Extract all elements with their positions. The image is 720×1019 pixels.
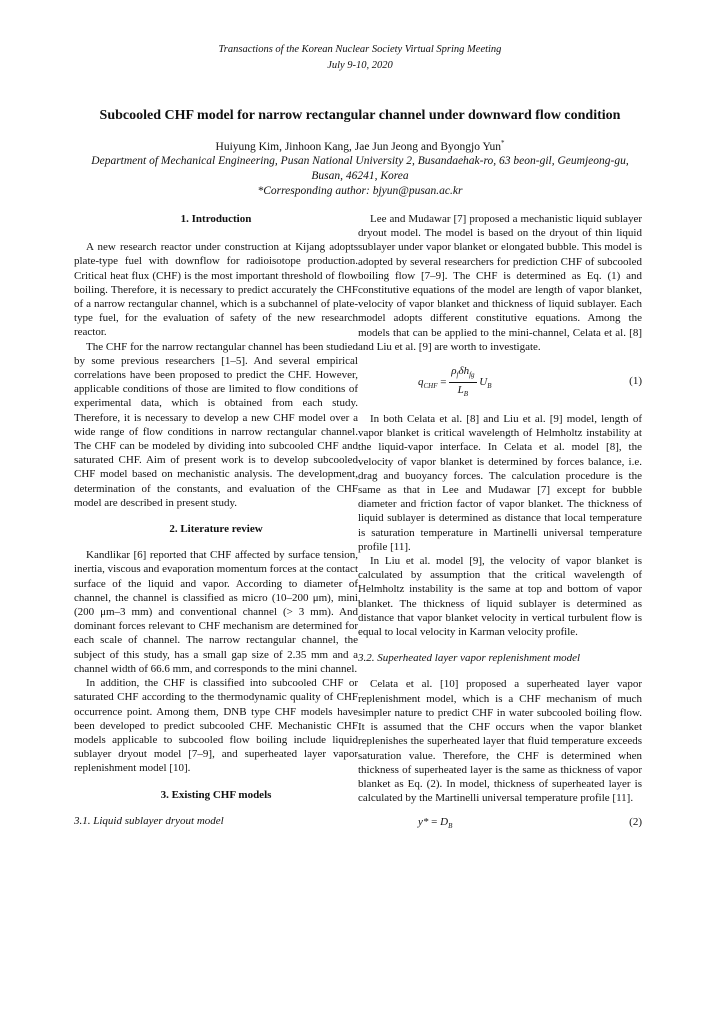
author-names: Huiyung Kim, Jinhoon Kang, Jae Jun Jeong and Byongjo Yun — [215, 140, 501, 153]
equation-1 — [358, 362, 642, 404]
eq2-lhs: y* — [418, 816, 429, 829]
eq1-equals: = — [440, 376, 447, 389]
literature-paragraph-1: Kandlikar [6] reported that CHF affected by surface tension, inertia, viscous and evaporation momentum forces at the contact surface of the liquid and vapor. According to diameter of channel, the channel is classified as micro (10–200 μm), mini (200 μm–3 mm) and conventional channel (> 3 mm). And dominant forces relevant to CHF mechanism are determined for each scale of channel. The narrow rectangular channel, the subject of this study, has a small gap size of 2.35 mm and a channel width of 66.6 mm, and corresponds to the mini channel. — [74, 549, 358, 675]
left-column — [74, 212, 358, 828]
authors — [0, 139, 720, 153]
section-heading-introduction: 1. Introduction — [180, 213, 252, 225]
literature-paragraph-2: In addition, the CHF is classified into subcooled CHF or saturated CHF according to the thermodynamic quality of CHF occurrence point. Among them, DNB type CHF models have been developed to predict subcooled CHF. Mechanistic CHF models applicable to subcooled flow boiling include liquid sublayer dryout model [7–9], and superheated layer vapor replenishment model [10]. — [74, 677, 358, 775]
eq2-rhs: $D_B$ — [440, 816, 453, 831]
journal-header: Transactions of the Korean Nuclear Society Virtual Spring Meeting — [218, 44, 502, 55]
eq1-velocity: $U_B$ — [479, 376, 492, 391]
eq1-number: (1) — [629, 375, 642, 388]
subsection-heading-3-2: 3.2. Superheated layer vapor replenishment model — [358, 652, 581, 665]
eq2-equals: = — [431, 816, 438, 829]
eq1-fraction: $\frac{\rho_f\delta h_{fg}}{L_B}$ — [451, 365, 475, 399]
right-column — [358, 212, 642, 837]
model-paragraph-1: Lee and Mudawar [7] proposed a mechanistic liquid sublayer dryout model. The model is based on the dryout of thin liquid sublayer under vapor blanket or elongated bubble. This model is adopted by several researchers for prediction CHF of subcooled boiling flow [7–9]. The CHF is determined as Eq. (1) and constitutive equations of the model are length of vapor blanket, velocity of vapor blanket and thickness of liquid sublayer. Each model adopts different constitutive equations. Among the models that can be applied to the mini-channel, Celata et al. [8] and Liu et al. [9] are worth to investigate. — [358, 213, 642, 353]
intro-paragraph-2: The CHF for the narrow rectangular channel has been studied by some previous researchers [1–5]. And several empirical correlations have been proposed to predict the CHF. However, applicable conditions of those are limited to flow conditions of experimental data, which is obtained from each study. Therefore, it is necessary to develop a new CHF model over a wide range of flow conditions in narrow rectangular channel. The CHF can be modeled by dividing into subcooled CHF and saturated CHF. Aim of present work is to develop subcooled CHF model based on mechanistic analysis. The development, determination of the constants, and evaluation of the CHF model are described in present study. — [74, 340, 358, 509]
model-paragraph-4: Celata et al. [10] proposed a superheated layer vapor replenishment model, which is a CHF mechanism of much simpler nature to predict CHF in water subcooled boiling flow. It is assumed that the CHF occurs when the vapor blanket replenishes the superheated layer that fluid temperature exceeds saturation value. Therefore, the CHF is determined when thickness of superheated layer is the same as thickness of vapor blanket as Eq. (2). In model, thickness of superheated layer is calculated by the Martinelli universal temperature profile [11]. — [358, 678, 642, 805]
author-mark: * — [500, 139, 505, 147]
model-paragraph-2: In both Celata et al. [8] and Liu et al. [9] model, length of vapor blanket is critical wavelength of Helmholtz instability at the liquid-vapor interface. In Celata et al. model [8], the velocity of vapor blanket is determined by forces balance, i.e. drag and buoyancy forces. The calculation procedure is the same as that in Lee and Mudawar [7] except for bubble diameter and friction factor of vapor blanket. The thickness of liquid sublayer is determined as distance that local temperature is saturation temperature in Martinelli universal temperature profile [11]. — [358, 413, 642, 553]
paper-title: Subcooled CHF model for narrow rectangular channel under downward flow condition — [99, 108, 621, 123]
affiliation-line-2: Busan, 46241, Korea — [311, 170, 409, 182]
equation-2 — [358, 815, 642, 837]
intro-paragraph-1: A new research reactor under construction at Kijang adopts plate-type fuel with downflow for radioisotope production. Critical heat flux (CHF) is the most important threshold of flow boiling. Therefore, it is necessary to predict accurately the CHF of a narrow rectangular channel, which is a subchannel of plate-type fuel, for the evaluation of safety of the new research reactor. — [74, 241, 358, 339]
model-paragraph-3: In Liu et al. model [9], the velocity of vapor blanket is calculated by assumption that the critical wavelength of Helmholtz instability is the same at top and bottom of vapor blanket. The thickness of liquid sublayer is determined as distance that vapor blanket velocity in vertical turbulent flow is equal to local velocity in Karman velocity profile. — [358, 555, 642, 639]
section-heading-existing-models: 3. Existing CHF models — [160, 788, 272, 801]
subsection-heading-3-1: 3.1. Liquid sublayer dryout model — [74, 814, 224, 827]
eq2-number: (2) — [629, 816, 642, 829]
corresponding-author: *Corresponding author: bjyun@pusan.ac.kr — [257, 185, 463, 197]
affiliation-line-1: Department of Mechanical Engineering, Pusan National University 2, Busandaehak-ro, 63 beon-gil, Geumjeong-gu, — [91, 155, 629, 167]
section-heading-literature-review: 2. Literature review — [169, 523, 263, 536]
eq1-lhs: $q_{CHF}$ — [418, 376, 438, 391]
meeting-date: July 9-10, 2020 — [327, 60, 393, 71]
